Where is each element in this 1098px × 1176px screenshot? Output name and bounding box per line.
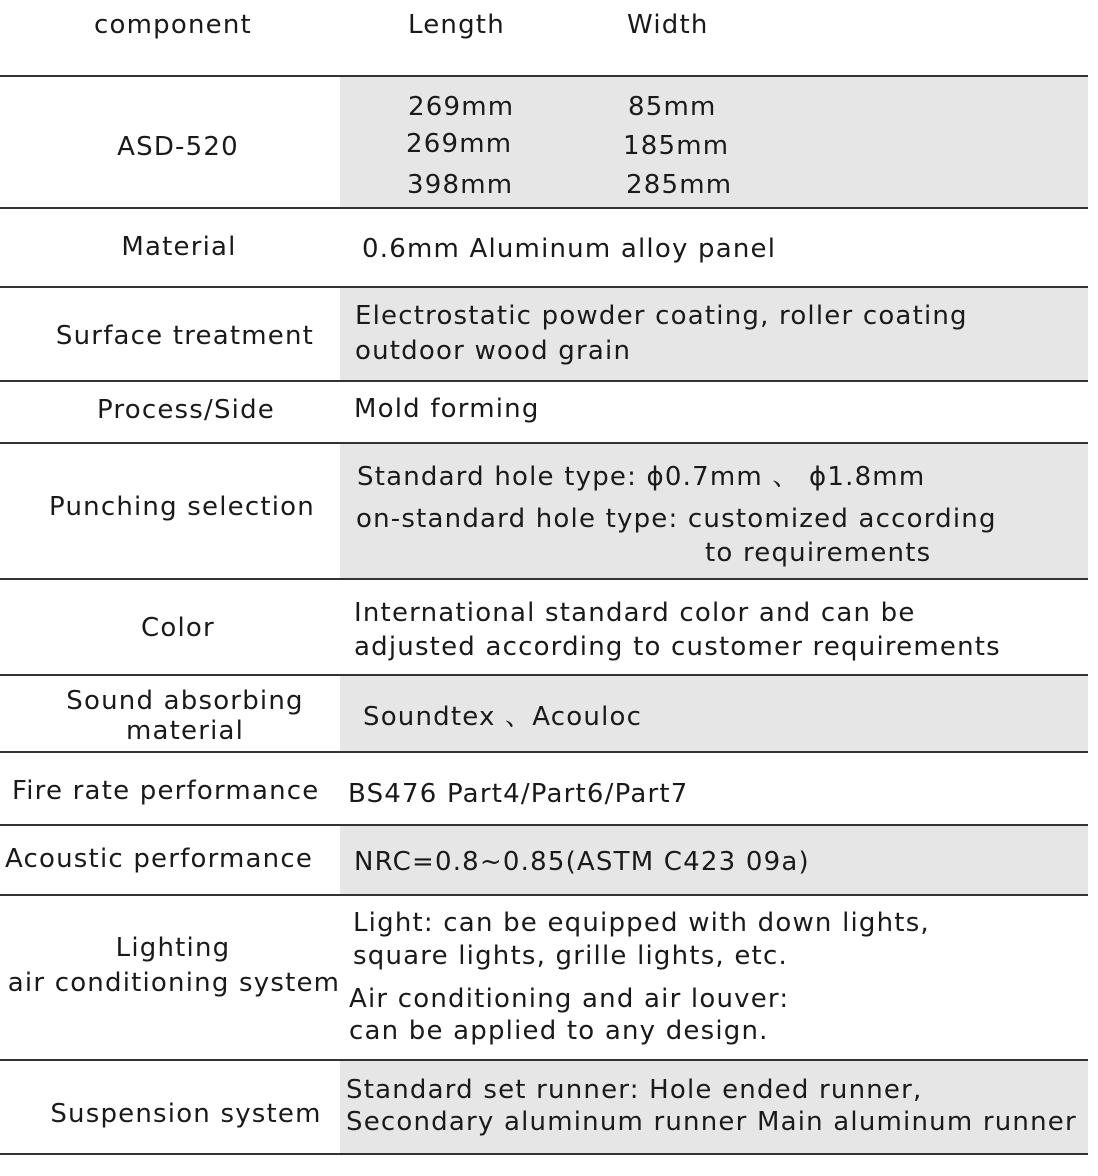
- size-length-3: 398mm: [407, 170, 514, 200]
- color-line-1: International standard color and can be: [354, 598, 916, 628]
- sound-label-line-2: material: [125, 716, 245, 746]
- header-component: component: [94, 10, 252, 40]
- rule-process: [0, 442, 1088, 444]
- rule-acoustic: [0, 894, 1088, 896]
- punching-line-1: Standard hole type: ϕ0.7mm 、 ϕ1.8mm: [357, 462, 926, 492]
- sound-value: Soundtex 、Acouloc: [363, 702, 643, 732]
- header-length: Length: [408, 10, 505, 40]
- acoustic-value: NRC=0.8~0.85(ASTM C423 09a): [354, 847, 810, 877]
- color-line-2: adjusted according to customer requirements: [354, 632, 1001, 662]
- process-value: Mold forming: [354, 394, 540, 424]
- header-width: Width: [627, 10, 709, 40]
- punching-line-2: on-standard hole type: customized according: [356, 504, 997, 534]
- size-length-2: 269mm: [406, 129, 513, 159]
- size-width-3: 285mm: [626, 170, 733, 200]
- size-width-1: 85mm: [628, 92, 717, 122]
- suspension-label: Suspension system: [50, 1099, 322, 1129]
- lighting-label-line-1: Lighting: [115, 933, 231, 963]
- surface-line-1: Electrostatic powder coating, roller coating: [355, 301, 968, 331]
- punching-line-3: to requirements: [705, 538, 932, 568]
- rule-model: [0, 207, 1088, 209]
- size-length-1: 269mm: [408, 92, 515, 122]
- sound-label-line-1: Sound absorbing: [66, 686, 304, 716]
- fire-value: BS476 Part4/Part6/Part7: [348, 779, 689, 809]
- rule-surface: [0, 380, 1088, 382]
- rule-sound: [0, 751, 1088, 753]
- rule-color: [0, 674, 1088, 676]
- rule-fire: [0, 824, 1088, 826]
- material-label: Material: [121, 232, 237, 262]
- lighting-label-line-2: air conditioning system: [7, 968, 341, 998]
- lighting-line-3: Air conditioning and air louver:: [349, 984, 790, 1014]
- acoustic-label: Acoustic performance: [5, 844, 314, 874]
- rule-material: [0, 286, 1088, 288]
- lighting-line-4: can be applied to any design.: [349, 1016, 769, 1046]
- lighting-line-1: Light: can be equipped with down lights,: [353, 908, 930, 938]
- color-label: Color: [141, 613, 215, 643]
- process-label: Process/Side: [96, 395, 276, 425]
- punching-label: Punching selection: [49, 492, 315, 522]
- fire-label: Fire rate performance: [12, 776, 320, 806]
- surface-label: Surface treatment: [55, 321, 315, 351]
- suspension-line-2: Secondary aluminum runner Main aluminum runner: [346, 1107, 1077, 1137]
- material-value: 0.6mm Aluminum alloy panel: [362, 234, 777, 264]
- lighting-line-2: square lights, grille lights, etc.: [353, 941, 788, 971]
- rule-suspension: [0, 1153, 1088, 1155]
- size-width-2: 185mm: [623, 131, 730, 161]
- model-label: ASD-520: [117, 132, 239, 162]
- rule-punching: [0, 578, 1088, 580]
- suspension-line-1: Standard set runner: Hole ended runner,: [346, 1075, 923, 1105]
- rule-header: [0, 75, 1088, 77]
- surface-line-2: outdoor wood grain: [355, 336, 632, 366]
- rule-lighting: [0, 1059, 1088, 1061]
